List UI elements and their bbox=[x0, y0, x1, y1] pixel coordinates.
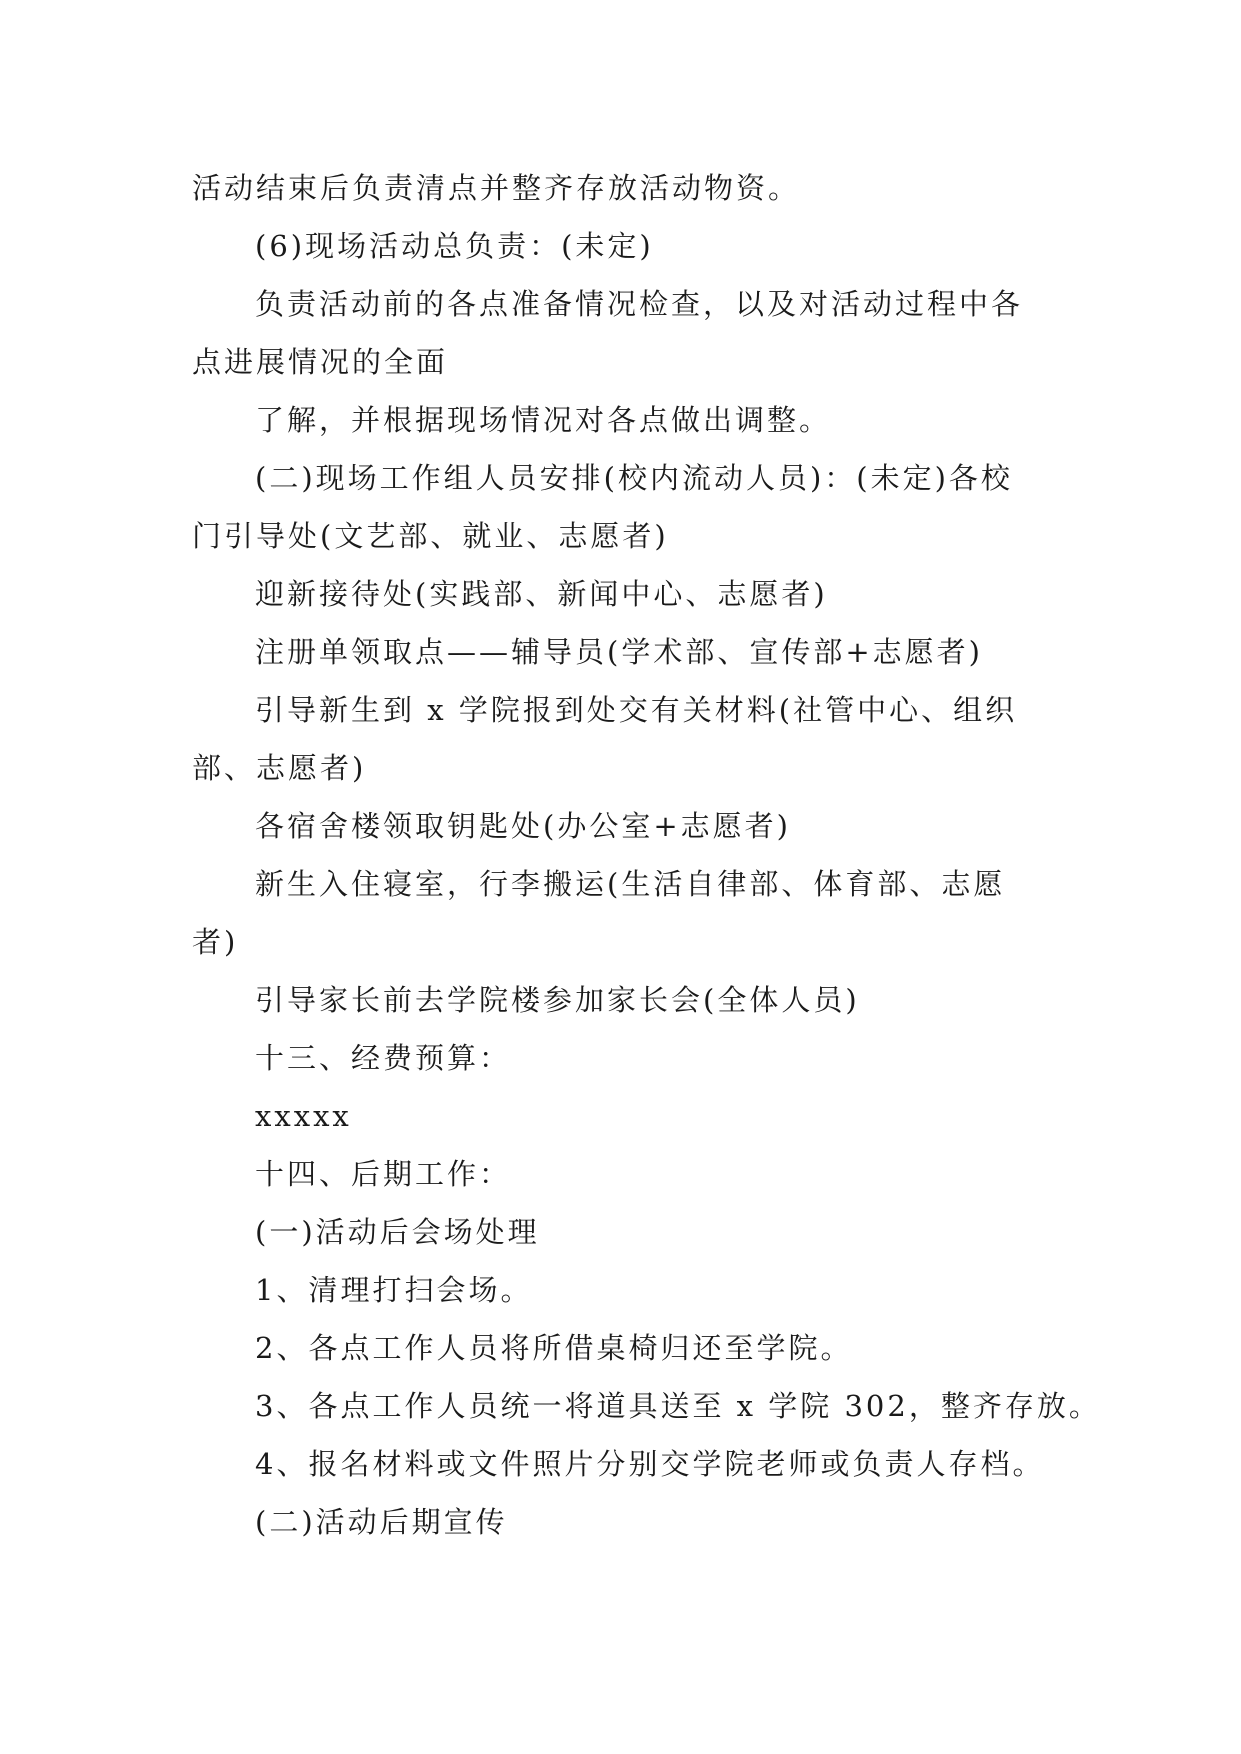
text-line: 部、志愿者) bbox=[192, 751, 367, 785]
text-line: 活动结束后负责清点并整齐存放活动物资。 bbox=[192, 171, 801, 205]
text-line: 新生入住寝室，行李搬运(生活自律部、体育部、志愿 bbox=[255, 867, 1006, 901]
text-line: 注册单领取点——辅导员(学术部、宣传部+志愿者) bbox=[255, 635, 983, 669]
text-line: (二)现场工作组人员安排(校内流动人员)：(未定)各校 bbox=[255, 461, 1013, 495]
section-heading: 十三、经费预算： bbox=[255, 1041, 512, 1075]
text-line: 门引导处(文艺部、就业、志愿者) bbox=[192, 519, 669, 553]
document-body bbox=[192, 159, 1101, 1551]
list-item: 2、各点工作人员将所借桌椅归还至学院。 bbox=[255, 1331, 853, 1365]
text-line: 负责活动前的各点准备情况检查，以及对活动过程中各 bbox=[255, 287, 1024, 321]
text-line: 点进展情况的全面 bbox=[192, 345, 449, 379]
list-item: 3、各点工作人员统一将道具送至 x 学院 302，整齐存放。 bbox=[255, 1389, 1101, 1423]
text-line: 了解，并根据现场情况对各点做出调整。 bbox=[255, 403, 832, 437]
text-line: (6)现场活动总负责：(未定) bbox=[255, 229, 654, 263]
subsection-heading: (二)活动后期宣传 bbox=[255, 1505, 508, 1539]
text-line: 引导家长前去学院楼参加家长会(全体人员) bbox=[255, 983, 860, 1017]
text-line: 各宿舍楼领取钥匙处(办公室+志愿者) bbox=[255, 809, 791, 843]
text-line: 引导新生到 x 学院报到处交有关材料(社管中心、组织 bbox=[255, 693, 1018, 727]
section-heading: 十四、后期工作： bbox=[255, 1157, 512, 1191]
list-item: 1、清理打扫会场。 bbox=[255, 1273, 533, 1307]
text-line: 者) bbox=[192, 925, 239, 959]
list-item: 4、报名材料或文件照片分别交学院老师或负责人存档。 bbox=[255, 1447, 1045, 1481]
subsection-heading: (一)活动后会场处理 bbox=[255, 1215, 540, 1249]
text-line: xxxxx bbox=[255, 1099, 352, 1133]
text-line: 迎新接待处(实践部、新闻中心、志愿者) bbox=[255, 577, 828, 611]
